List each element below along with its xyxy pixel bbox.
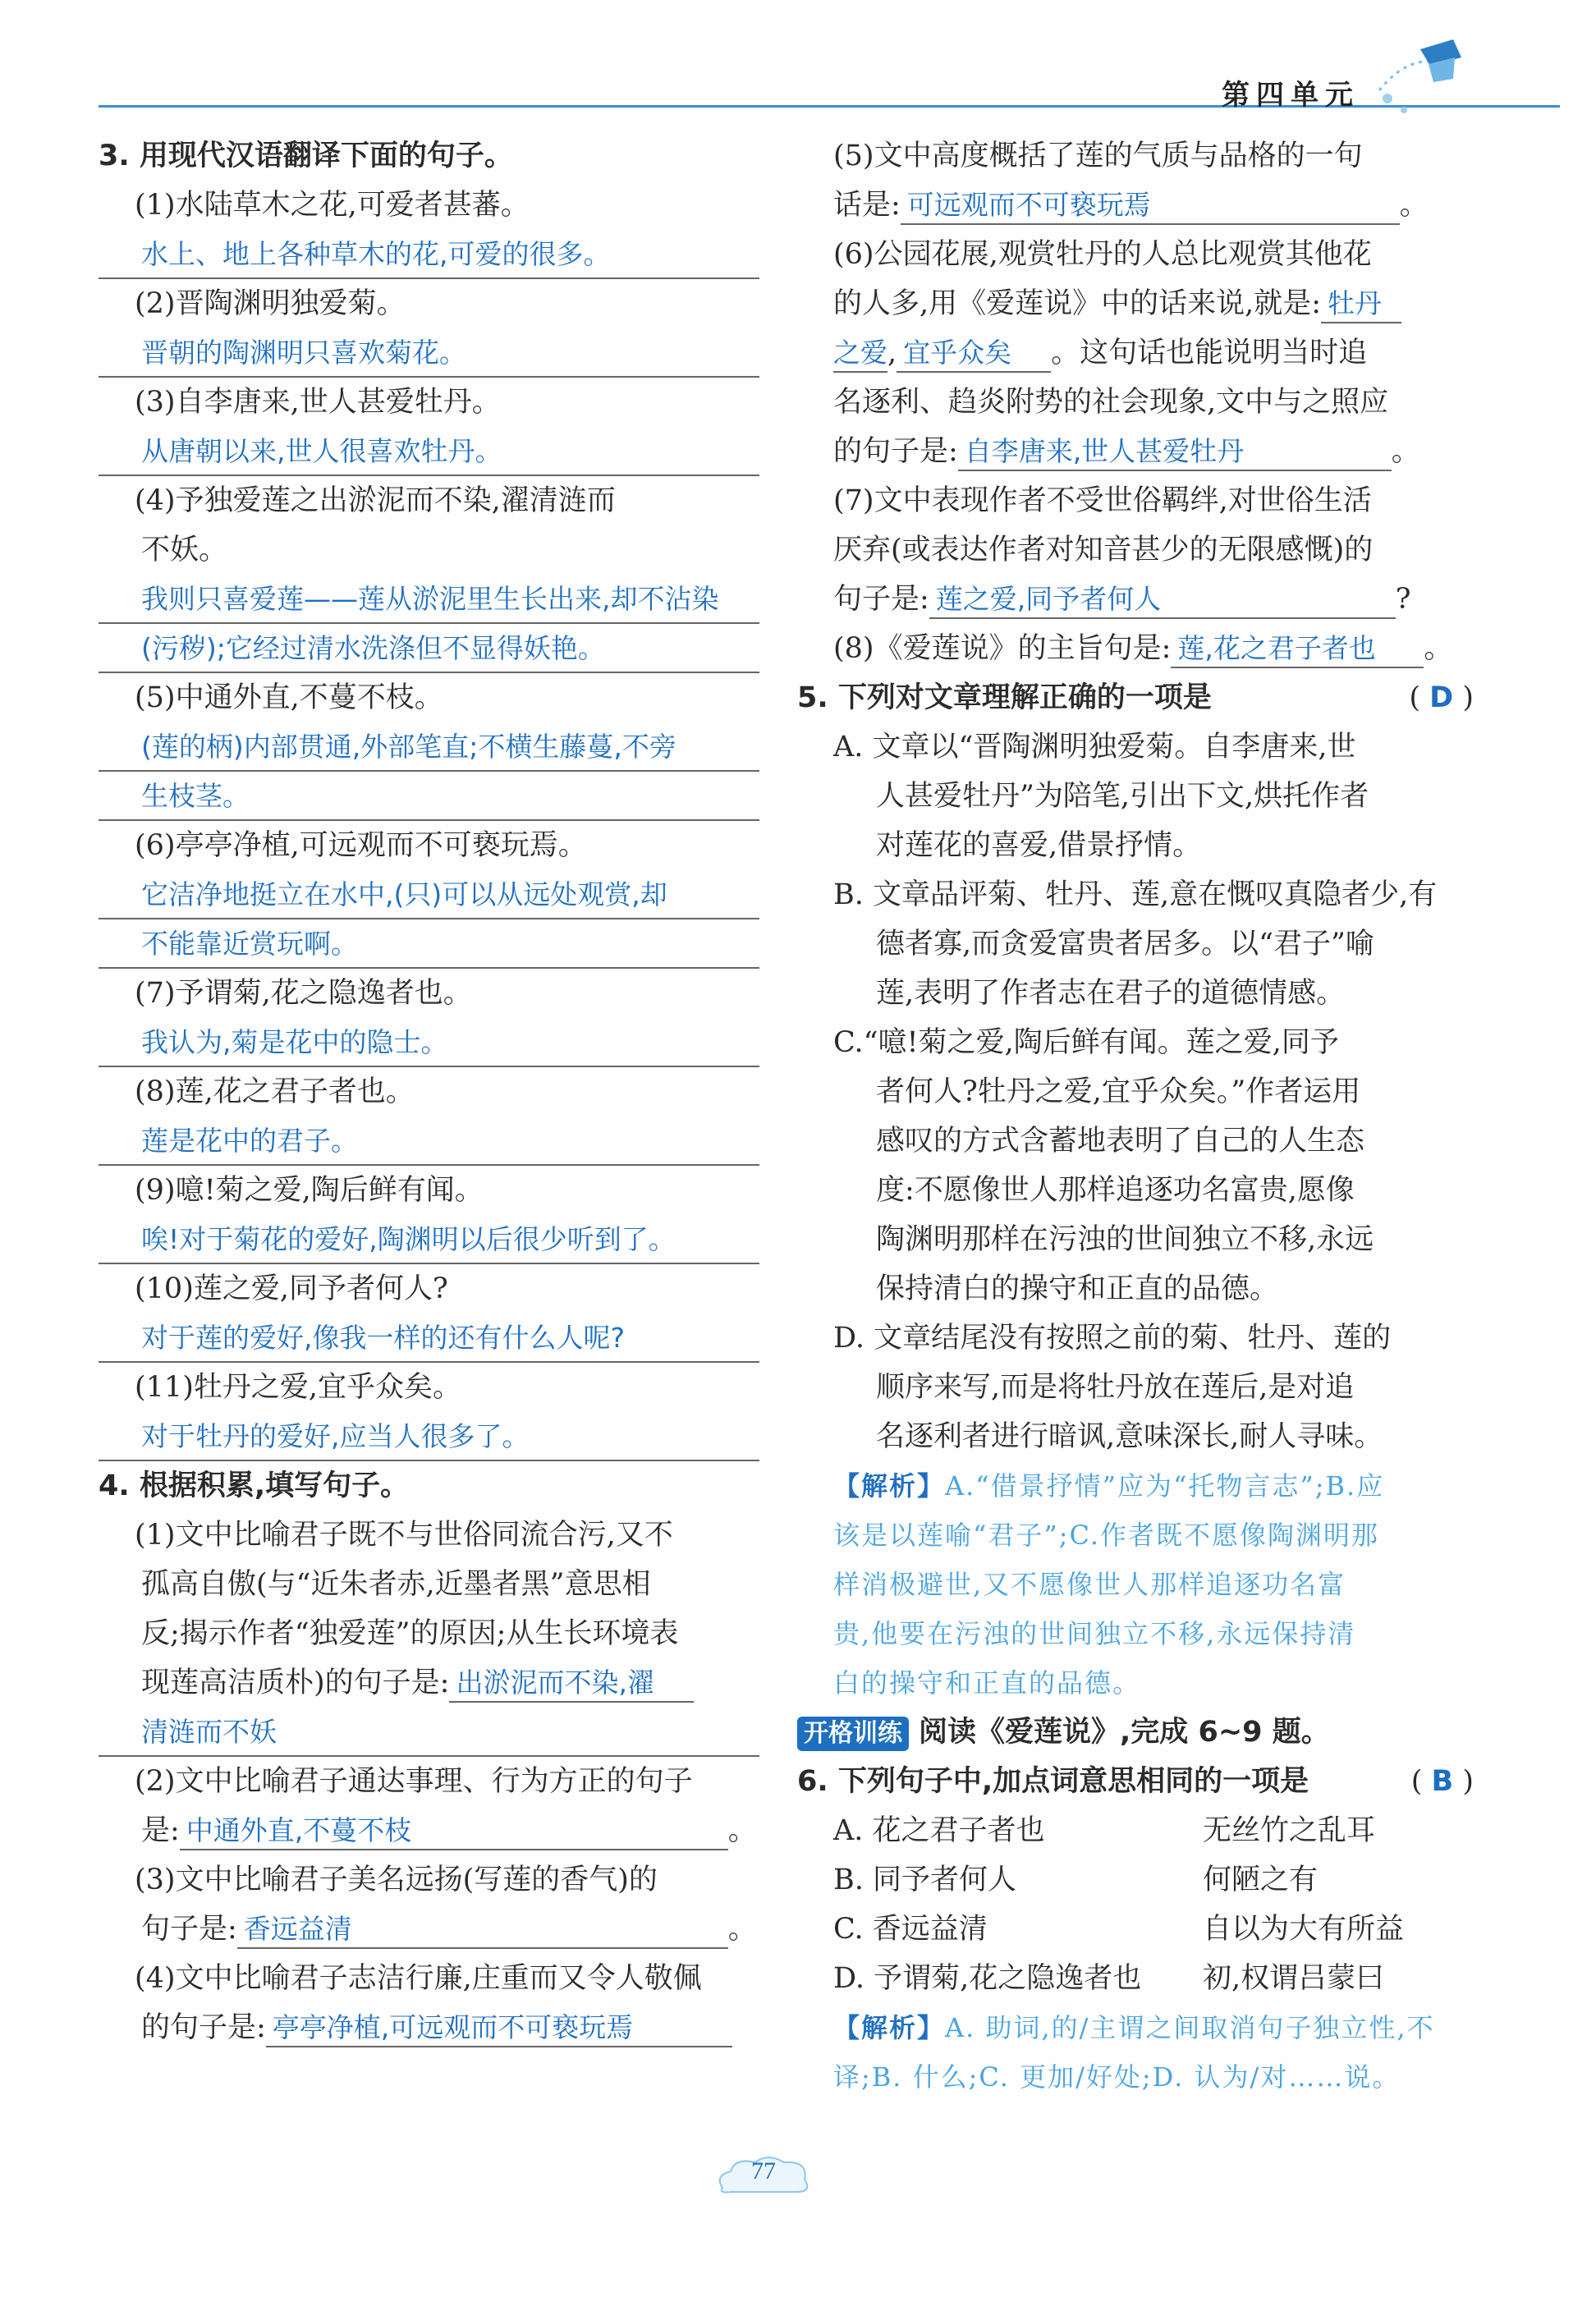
question-6-analysis [833, 2003, 1465, 2102]
q6-option-line [833, 1855, 1465, 1905]
q3-item-question: (11)牡丹之爱,宜乎众矣。 [135, 1371, 461, 1404]
q5-analysis-line: 该是以莲喻“君子”;C.作者既不愿像陶渊明那 [833, 1520, 1380, 1551]
q4-p7-line1: (7)文中表现作者不受世俗羁绊,对世俗生活 [833, 484, 1372, 517]
q5-option-line: 莲,表明了作者志在君子的道德情感。 [876, 977, 1346, 1010]
q3-item-answer: 我认为,菊是花中的隐士。 [99, 1018, 759, 1067]
question-5-analysis [833, 1461, 1465, 1708]
q6-option-b: 无丝竹之乱耳 [1203, 1814, 1376, 1847]
q3-item-answer: 莲是花中的君子。 [99, 1116, 759, 1166]
q6-option-line [833, 1905, 1465, 1954]
q3-item-answer: 水上、地上各种草木的花,可爱的很多。 [99, 230, 759, 279]
q3-item-answer: 从唐朝以来,世人很喜欢牡丹。 [99, 427, 759, 476]
q6-answer: B [1431, 1765, 1454, 1798]
q4-p1-line4: 现莲高洁质朴)的句子是: 出淤泥而不染,濯 [99, 1658, 759, 1708]
q4-p6-answer-c: 自李唐来,世人甚爱牡丹 [958, 427, 1392, 471]
q5-answer: D [1429, 681, 1454, 714]
q3-item-question-cont: 不妖。 [141, 534, 228, 566]
q6-option-a: D. 予谓菊,花之隐逸者也 [833, 1962, 1142, 1995]
q4-p1-line1: (1)文中比喻君子既不与世俗同流合污,又不 [135, 1519, 673, 1552]
q4-p6-answer-b: 宜乎众矣 [897, 328, 1051, 373]
q3-item-question: (5)中通外直,不蔓不枝。 [135, 681, 443, 714]
q5-option-line: 陶渊明那样在污浊的世间独立不移,永远 [876, 1223, 1374, 1256]
question-5-options [833, 722, 1465, 1461]
q3-item-question: (7)予谓菊,花之隐逸者也。 [135, 977, 472, 1010]
q4-p3-line1: (3)文中比喻君子美名远扬(写莲的香气)的 [135, 1864, 658, 1896]
q4-p2-line2: 是: 中通外直,不蔓不枝 。 [99, 1806, 759, 1855]
q5-analysis-line: 样消极避世,又不愿像世人那样追逐功名富 [833, 1569, 1346, 1600]
q3-item-answer: (莲的柄)内部贯通,外部笔直;不横生藤蔓,不旁 [99, 722, 759, 772]
question-5-stem: 5. 下列对文章理解正确的一项是 ( D ) [797, 681, 1474, 714]
q3-item-answer: 我则只喜爱莲——莲从淤泥里生长出来,却不沾染 [99, 575, 759, 624]
q5-analysis-line: 贵,他要在污浊的世间独立不移,永远保持清 [833, 1618, 1356, 1649]
q5-option-line: A. 文章以“晋陶渊明独爱菊。自李唐来,世 [833, 731, 1356, 763]
q4-p6-line4: 名逐利、趋炎附势的社会现象,文中与之照应 [833, 386, 1389, 419]
q3-item-answer: 不能靠近赏玩啊。 [99, 919, 759, 969]
q4-p6-line2: 的人多,用《爱莲说》中的话来说,就是: 牡丹 [833, 279, 1465, 328]
q5-option-line: D. 文章结尾没有按照之前的菊、牡丹、莲的 [833, 1322, 1392, 1355]
q3-item-answer: 生枝茎。 [99, 772, 759, 821]
q4-p7-line2: 厌弃(或表达作者对知音甚少的无限感慨)的 [833, 534, 1374, 566]
q5-option-line: 者何人?牡丹之爱,宜乎众矣。”作者运用 [876, 1075, 1361, 1108]
q3-item-answer: (污秽);它经过清水洗涤但不显得妖艳。 [99, 624, 759, 673]
q4-p1-answer: 出淤泥而不染,濯 [449, 1658, 694, 1703]
q3-item-question: (2)晋陶渊明独爱菊。 [135, 287, 406, 320]
q5-option-line: 感叹的方式含蓄地表明了自己的人生态 [876, 1125, 1365, 1158]
q5-option-line: 度:不愿像世人那样追逐功名富贵,愿像 [876, 1174, 1355, 1207]
q4-p2-line1: (2)文中比喻君子通达事理、行为方正的句子 [135, 1765, 693, 1798]
q6-option-b: 初,权谓吕蒙曰 [1203, 1962, 1385, 1995]
q4-p6-answer-a: 牡丹 [1321, 279, 1401, 323]
q4-p1-answer-cont: 清涟而不妖 [99, 1708, 759, 1757]
q4-p4-line1: (4)文中比喻君子志洁行廉,庄重而又令人敬佩 [135, 1962, 702, 1995]
q5-option-line: 德者寡,而贪爱富贵者居多。以“君子”喻 [876, 928, 1374, 961]
q4-p8-line: (8)《爱莲说》的主旨句是: 莲,花之君子者也 。 [833, 624, 1465, 673]
q5-analysis-line: 白的操守和正直的品德。 [833, 1667, 1141, 1699]
analysis-text: A. 助词,的/主谓之间取消句子独立性,不 [945, 2012, 1435, 2043]
q3-item-question: (1)水陆草木之花,可爱者甚蕃。 [135, 189, 530, 222]
q4-p6-line5: 的句子是: 自李唐来,世人甚爱牡丹 。 [833, 427, 1465, 476]
graduation-cap-icon [1363, 33, 1470, 123]
q3-item-question: (3)自李唐来,世人甚爱牡丹。 [135, 386, 501, 419]
q6-option-a: A. 花之君子者也 [833, 1814, 1045, 1847]
q6-option-a: B. 同予者何人 [833, 1864, 1016, 1896]
q5-option-line: 名逐利者进行暗讽,意味深长,耐人寻味。 [876, 1420, 1383, 1453]
question-3-items [99, 181, 759, 1461]
question-6-stem: 6. 下列句子中,加点词意思相同的一项是 ( B ) [797, 1765, 1474, 1798]
q5-option-line: 顺序来写,而是将牡丹放在莲后,是对追 [876, 1371, 1355, 1404]
q3-item-question: (8)莲,花之君子者也。 [135, 1075, 415, 1108]
q5-option-line: 对莲花的喜爱,借景抒情。 [876, 829, 1202, 862]
q4-p8-answer: 莲,花之君子者也 [1171, 624, 1424, 668]
q4-p7-answer: 莲之爱,同予者何人 [929, 575, 1396, 619]
q4-p7-line3: 句子是: 莲之爱,同予者何人 ? [833, 575, 1465, 624]
q4-p5-line1: (5)文中高度概括了莲的气质与品格的一句 [833, 140, 1363, 172]
q4-p1-line2: 孤高自傲(与“近朱者赤,近墨者黑”意思相 [141, 1568, 651, 1601]
q4-p5-answer: 可远观而不可亵玩焉 [901, 181, 1400, 225]
q4-p6-line1: (6)公园花展,观赏牡丹的人总比观赏其他花 [833, 238, 1372, 271]
q4-p5-line2: 话是: 可远观而不可亵玩焉 。 [833, 181, 1465, 230]
right-column [797, 131, 1474, 2102]
question-6-options [833, 1806, 1465, 2003]
q3-item-answer: 唉!对于菊花的爱好,陶渊明以后很少听到了。 [99, 1215, 759, 1264]
q6-option-a: C. 香远益清 [833, 1913, 988, 1946]
q5-analysis-line [833, 1461, 1465, 1511]
q6-option-line [833, 1954, 1465, 2003]
q5-option-line: C.“噫!菊之爱,陶后鲜有闻。莲之爱,同予 [833, 1026, 1339, 1059]
training-badge: 开格训练 [797, 1717, 909, 1751]
q6-option-line [833, 1806, 1465, 1855]
analysis-tag: 【解析】 [833, 2012, 946, 2043]
question-4-stem: 4. 根据积累,填写句子。 [99, 1469, 410, 1502]
q4-p4-line2: 的句子是: 亭亭净植,可远观而不可亵玩焉 [99, 2003, 759, 2052]
training-header: 开格训练 阅读《爱莲说》,完成 6~9 题。 [797, 1708, 1465, 1757]
q4-p4-answer: 亭亭净植,可远观而不可亵玩焉 [266, 2003, 732, 2047]
q3-item-answer: 对于莲的爱好,像我一样的还有什么人呢? [99, 1314, 759, 1363]
page-number: 77 [751, 2157, 776, 2185]
left-column [99, 131, 759, 2052]
q3-item-question: (10)莲之爱,同予者何人? [135, 1272, 448, 1305]
q5-option-line: 保持清白的操守和正直的品德。 [876, 1272, 1279, 1305]
q6-option-b: 自以为大有所益 [1203, 1913, 1405, 1946]
q5-option-line: 人甚爱牡丹”为陪笔,引出下文,烘托作者 [876, 780, 1369, 813]
q3-item-answer: 它洁净地挺立在水中,(只)可以从远处观赏,却 [99, 870, 759, 919]
q3-item-question: (6)亭亭净植,可远观而不可亵玩焉。 [135, 829, 587, 862]
unit-title: 第四单元 [1222, 79, 1360, 112]
q4-p3-line2: 句子是: 香远益清 。 [99, 1905, 759, 1954]
q5-option-line: B. 文章品评菊、牡丹、莲,意在慨叹真隐者少,有 [833, 878, 1438, 911]
q6-analysis-line [833, 2003, 1465, 2052]
q3-item-answer: 对于牡丹的爱好,应当人很多了。 [99, 1412, 759, 1461]
q3-item-question: (4)予独爱莲之出淤泥而不染,濯清涟而 [135, 484, 616, 517]
q6-option-b: 何陋之有 [1203, 1864, 1319, 1896]
q4-p6-line3: 之爱, 宜乎众矣 。这句话也能说明当时追 [833, 328, 1465, 378]
q3-item-answer: 晋朝的陶渊明只喜欢菊花。 [99, 328, 759, 378]
q4-p1-line3: 反;揭示作者“独爱莲”的原因;从生长环境表 [141, 1617, 679, 1650]
q3-item-question: (9)噫!菊之爱,陶后鲜有闻。 [135, 1174, 484, 1207]
analysis-tag: 【解析】 [833, 1470, 946, 1502]
question-3-stem: 3. 用现代汉语翻译下面的句子。 [99, 140, 513, 172]
analysis-text: A.“借景抒情”应为“托物言志”;B.应 [945, 1470, 1385, 1502]
q4-p2-answer: 中通外直,不蔓不枝 [180, 1806, 728, 1850]
q6-analysis-line: 译;B. 什么;C. 更加/好处;D. 认为/对……说。 [833, 2061, 1401, 2093]
q4-p3-answer: 香远益清 [237, 1905, 728, 1949]
